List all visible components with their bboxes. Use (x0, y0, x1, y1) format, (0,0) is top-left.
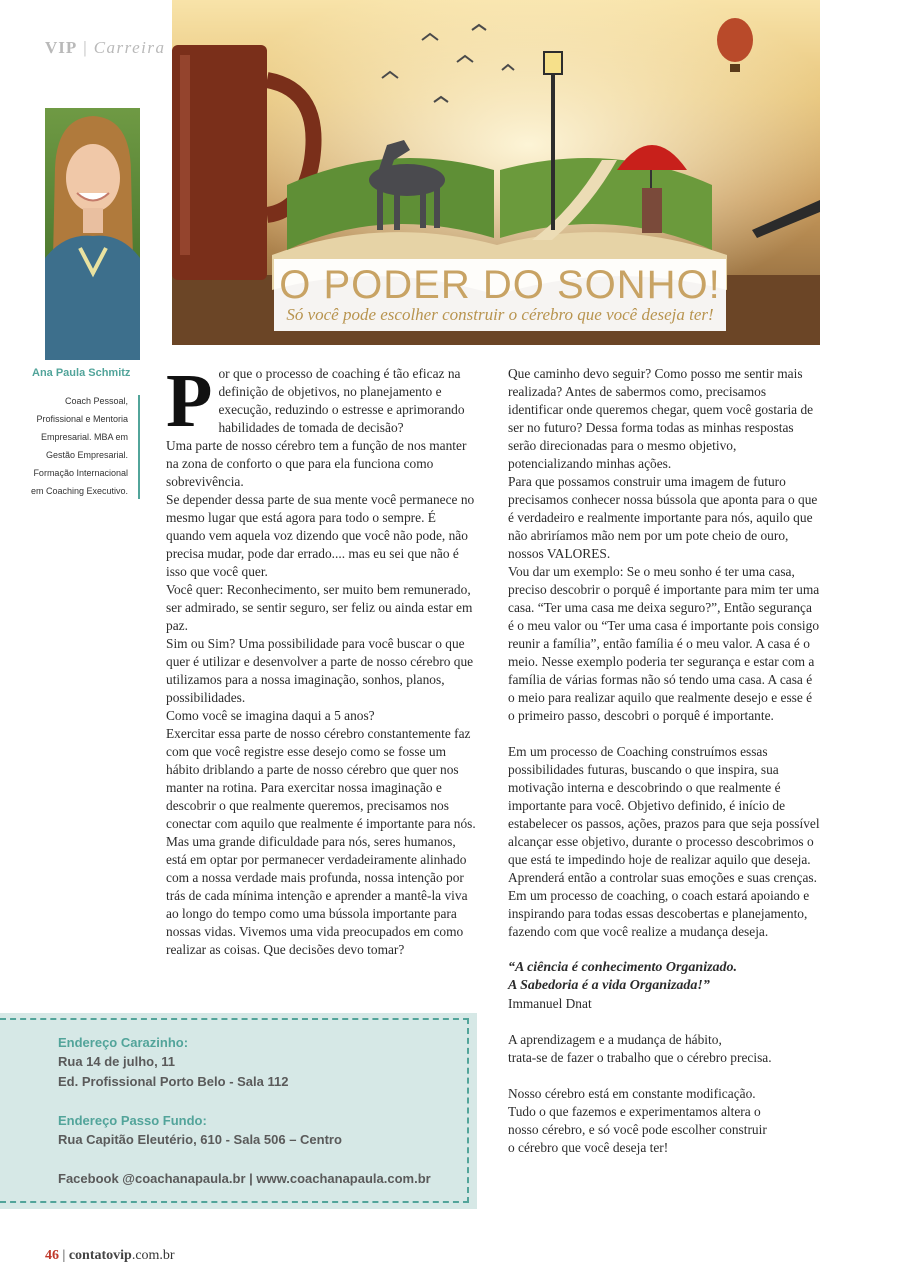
paragraph: or que o processo de coaching é tão eficaz na definição de objetivos, no planejamento e execução, reduzindo o estresse e aprimorando habilidades de tomada de decisão? (218, 366, 465, 435)
address-line: Rua 14 de julho, 11 (58, 1054, 176, 1069)
address-box (0, 1013, 477, 1209)
author-bio-line: Coach Pessoal, (64, 396, 128, 406)
closing-line: A aprendizagem e a mudança de hábito, (508, 1032, 722, 1047)
address-line: Ed. Profissional Porto Belo - Sala 112 (58, 1074, 289, 1089)
author-portrait (45, 108, 140, 360)
closing-line: o cérebro que você deseja ter! (508, 1140, 669, 1155)
section-category: Carreira (93, 38, 166, 57)
footer-site-domain[interactable]: .com.br (131, 1248, 175, 1263)
quote-line: “A ciência é conhecimento Organizado. (508, 960, 738, 975)
author-accent-bar (138, 395, 140, 499)
article-column-right (508, 365, 820, 1157)
paragraph: Uma parte de nosso cérebro tem a função de nos manter na zona de conforto o que para ela funciona como sobrevivência. (166, 438, 467, 489)
address-heading-carazinho: Endereço Carazinho: (58, 1035, 189, 1050)
address-line: Rua Capitão Eleutério, 610 - Sala 506 – Centro (58, 1132, 342, 1147)
paragraph: Que caminho devo seguir? Como posso me sentir mais realizada? Antes de sabermos como, precisamos identificar onde queremos chegar, quem você gostaria de ser no futuro? Dessa forma todas as minhas respostas serão direcionadas para o mesmo objetivo, potencializando minhas ações. (508, 366, 814, 471)
closing-line: trata-se de fazer o trabalho que o cérebro precisa. (508, 1050, 772, 1065)
author-bio-line: Formação Internacional (33, 468, 128, 478)
section-name: VIP (45, 38, 78, 57)
paragraph: Se depender dessa parte de sua mente você permanece no mesmo lugar que está agora para todo o sempre. É quando vem aquela voz dizendo que você não pode, não precisa mudar, pode dar errado.... mas eu sei que não é isso que você quer. (166, 492, 475, 579)
author-bio-line: Profissional e Mentoria (36, 414, 128, 424)
paragraph: Você quer: Reconhecimento, ser muito bem remunerado, ser admirado, se sentir seguro, ser feliz ou ainda estar em paz. (166, 582, 473, 633)
paragraph: Como você se imagina daqui a 5 anos? (166, 708, 375, 723)
paragraph: Em um processo de Coaching construímos essas possibilidades futuras, buscando o que inspira, sua motivação interna e descobrindo o que realmente é importante para você. Objetivo definido, é início de estabelecer os passos, ações, prazos para que seja possível alcançar esse objetivo, durante o processo descobrimos o que está te impedindo hoje de realizar aquilo que deseja. Aprenderá então a controlar suas emoções e suas crenças. (508, 744, 820, 885)
paragraph: Em um processo de coaching, o coach estará apoiando e inspirando para todas essas descobertas e planejamento, fazendo com que você realize a mudança deseja. (508, 888, 810, 939)
closing-line: Tudo o que fazemos e experimentamos altera o (508, 1104, 761, 1119)
article-subtitle: Só você pode escolher construir o cérebro que você deseja ter! (286, 305, 714, 324)
paragraph: Vou dar um exemplo: Se o meu sonho é ter uma casa, preciso descobrir o porquê é importante para mim ter uma casa. “Ter uma casa me deixa seguro?”, Então segurança é o meu valor ou “Ter uma casa é importante pois consigo reunir a família”, então família é o meu valor. A casa é o meio. Nesse exemplo poderia ter segurança e estar com a família de várias formas não só tendo uma casa. A casa é o meio para realizar aquilo que realmente desejo e esse é o primeiro passo, descobri o porquê é importante. (508, 564, 820, 723)
social-links[interactable]: Facebook @coachanapaula.br | www.coachanapaula.com.br (58, 1171, 431, 1186)
quote-author: Immanuel Dnat (508, 996, 592, 1011)
drop-cap: P (166, 359, 213, 443)
author-photo (45, 108, 140, 360)
author-bio-line: em Coaching Executivo. (30, 486, 128, 496)
closing-line: Nosso cérebro está em constante modificação. (508, 1086, 756, 1101)
footer-site-name[interactable]: contatovip (68, 1248, 132, 1263)
section-separator: | (83, 38, 88, 57)
article-title-box (274, 259, 726, 331)
author-bio (22, 392, 128, 500)
closing-line: nosso cérebro, e só você pode escolher construir (508, 1122, 767, 1137)
page-number: 46 (45, 1248, 59, 1263)
quote-line: A Sabedoria é a vida Organizada!” (508, 978, 710, 993)
article-column-left (166, 359, 478, 959)
section-label (45, 38, 166, 58)
address-heading-passo-fundo: Endereço Passo Fundo: (58, 1113, 207, 1128)
paragraph: Exercitar essa parte de nosso cérebro constantemente faz com que você registre esse desejo como se fosse um hábito driblando a parte de nosso cérebro que quer nos manter na rotina. Para exercitar nossa imaginação e descobrir o que realmente queremos, precisamos nos conectar com aquilo que realmente é importante para nós. Mas uma grande dificuldade para nós, seres humanos, está em optar por permanecer verdadeiramente alinhado com a nossa verdade mais profunda, nossa intenção por trás de cada mínima intenção e aprender a mantê-la viva ao longo do tempo como uma bússola importante para nossas vidas. Vivemos uma vida preocupados em como realizar as coisas. Que decisões devo tomar? (166, 726, 476, 957)
footer-separator: | (62, 1248, 66, 1263)
author-bio-line: Gestão Empresarial. (45, 450, 128, 460)
author-bio-line: Empresarial. MBA em (40, 432, 128, 442)
paragraph: Sim ou Sim? Uma possibilidade para você buscar o que quer é utilizar e desenvolver a parte de nosso cérebro que utilizamos para a nossa imaginação, sonhos, planos, possibilidades. (166, 636, 474, 705)
page-footer (45, 1248, 175, 1264)
article-title: O PODER DO SONHO! (279, 263, 721, 307)
paragraph: Para que possamos construir uma imagem de futuro precisamos conhecer nossa bússola que aponta para o que é verdadeiro e realmente importante para nós, aquilo que não abriríamos mão nem por um pote cheio de ouro, nossos VALORES. (508, 474, 818, 561)
author-name: Ana Paula Schmitz (32, 367, 131, 379)
